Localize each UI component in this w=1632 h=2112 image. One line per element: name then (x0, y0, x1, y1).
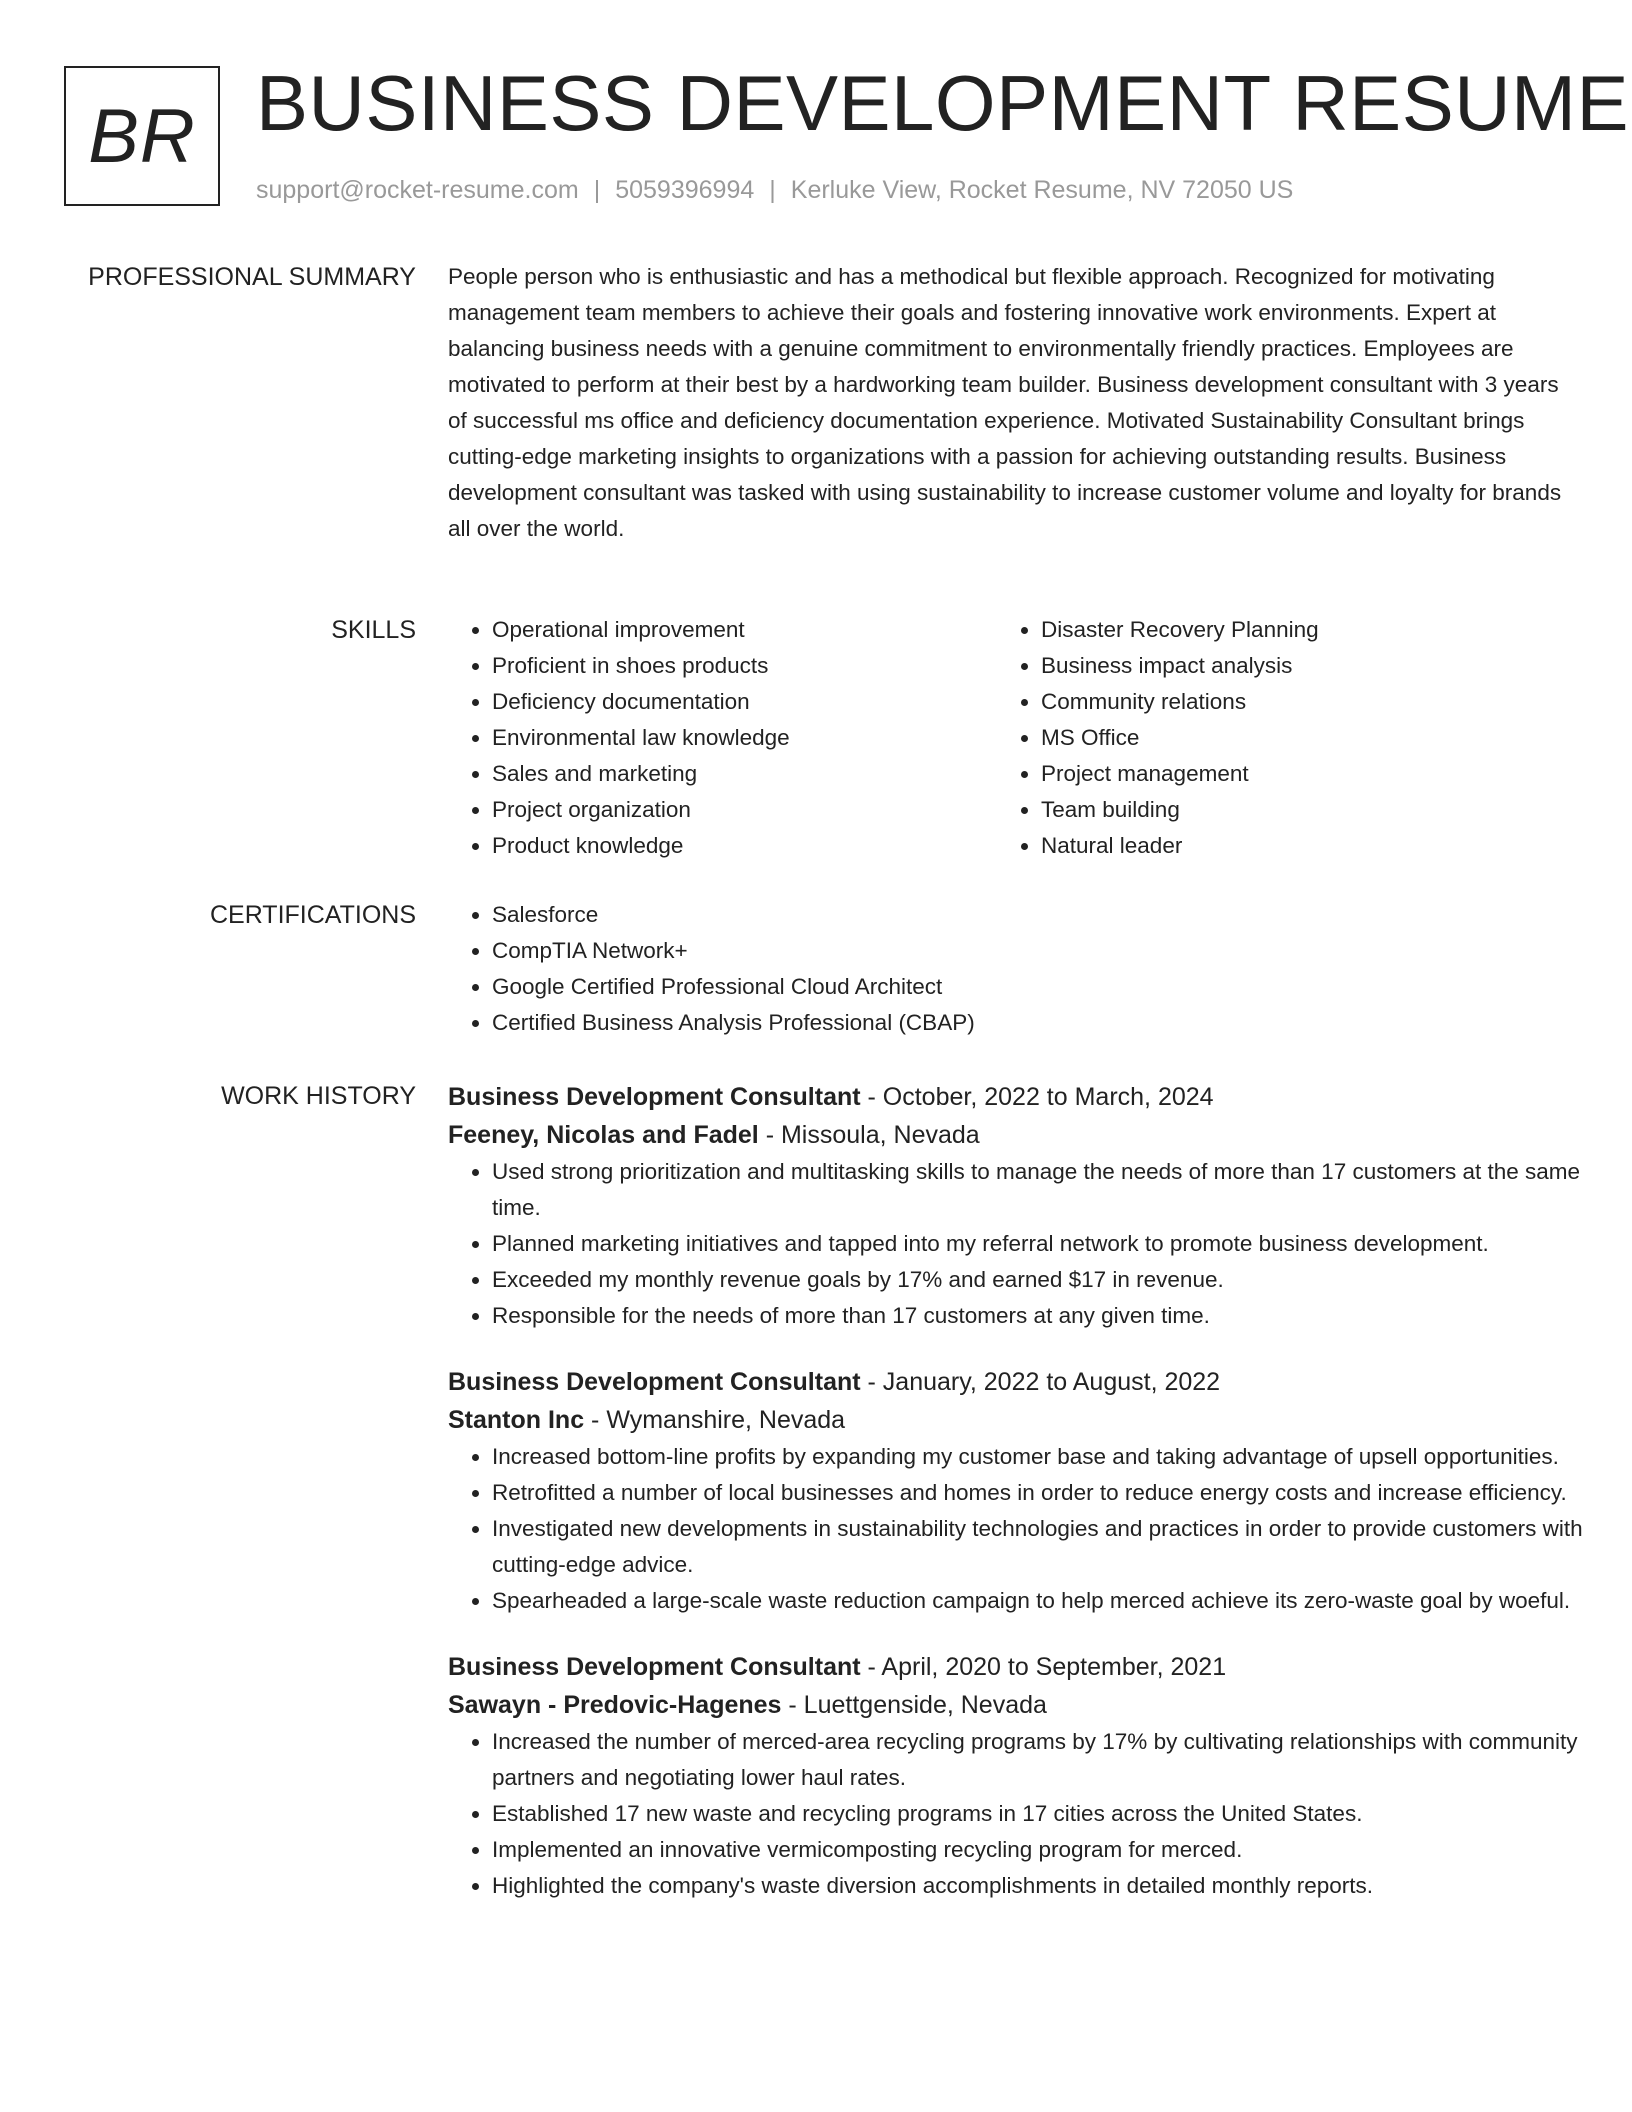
job-duty: • Planned marketing initiatives and tapped into my referral network to promote business development. (492, 1226, 1632, 1262)
skill-item: • Natural leader (1041, 828, 1546, 864)
job-title: Business Development Consultant (448, 1083, 861, 1111)
skill-item: • Project organization (492, 792, 997, 828)
work-history-body (448, 1078, 1632, 1933)
monogram-badge: BR (64, 66, 220, 206)
skill-item: • MS Office (1041, 720, 1546, 756)
summary-heading: PROFESSIONAL SUMMARY (88, 263, 416, 291)
job-title: Business Development Consultant (448, 1368, 861, 1396)
skills-list-left (448, 612, 997, 864)
job-duty: • Implemented an innovative vermicomposting recycling program for merced. (492, 1832, 1632, 1868)
job-dates: - January, 2022 to August, 2022 (860, 1368, 1221, 1396)
job-duty: • Exceeded my monthly revenue goals by 17% and earned $17 in revenue. (492, 1262, 1632, 1298)
skill-item: • Business impact analysis (1041, 648, 1546, 684)
certification-item: • Certified Business Analysis Professional (CBAP) (492, 1005, 1632, 1041)
resume-title: BUSINESS DEVELOPMENT RESUME (256, 59, 1630, 147)
job-duty: • Retrofitted a number of local businesses and homes in order to reduce energy costs and increase efficiency. (492, 1475, 1632, 1511)
skills-heading: SKILLS (331, 616, 416, 644)
skill-item: • Disaster Recovery Planning (1041, 612, 1546, 648)
contact-address: Kerluke View, Rocket Resume, NV 72050 US (790, 176, 1294, 204)
skills-list-right (997, 612, 1546, 864)
contact-line (256, 174, 1293, 206)
job-duty: • Spearheaded a large-scale waste reduction campaign to help merced achieve its zero-waste goal by woeful. (492, 1583, 1632, 1619)
skill-item: • Operational improvement (492, 612, 997, 648)
skills-body (448, 612, 1632, 864)
job-duty: • Established 17 new waste and recycling programs in 17 cities across the United States. (492, 1796, 1632, 1832)
job-entry (448, 1363, 1632, 1619)
skill-item: • Community relations (1041, 684, 1546, 720)
job-duty: • Increased bottom-line profits by expanding my customer base and taking advantage of upsell opportunities. (492, 1439, 1632, 1475)
skills-grid (448, 612, 1632, 864)
summary-body (448, 259, 1632, 547)
job-duty: • Increased the number of merced-area recycling programs by 17% by cultivating relationships with community partners and negotiating lower haul rates. (492, 1724, 1632, 1796)
job-duties (448, 1724, 1632, 1904)
certification-item: • Google Certified Professional Cloud Architect (492, 969, 1632, 1005)
contact-separator: | (769, 176, 776, 204)
certifications-list (448, 897, 1632, 1041)
work-history-heading: WORK HISTORY (221, 1082, 416, 1110)
skill-item: • Product knowledge (492, 828, 997, 864)
job-dates: - April, 2020 to September, 2021 (860, 1653, 1227, 1681)
job-entry (448, 1648, 1632, 1904)
skill-item: • Sales and marketing (492, 756, 997, 792)
job-duties (448, 1439, 1632, 1619)
job-location: - Luettgenside, Nevada (781, 1691, 1047, 1719)
job-title-line (448, 1078, 1632, 1116)
job-duty: • Investigated new developments in sustainability technologies and practices in order to provide customers with cutting-edge advice. (492, 1511, 1632, 1583)
job-title-line (448, 1363, 1632, 1401)
job-company-line (448, 1686, 1632, 1724)
contact-phone[interactable]: 5059396994 (615, 176, 755, 204)
job-duty: • Used strong prioritization and multitasking skills to manage the needs of more than 17 customers at the same time. (492, 1154, 1632, 1226)
skill-item: • Project management (1041, 756, 1546, 792)
skill-item: • Proficient in shoes products (492, 648, 997, 684)
job-entry (448, 1078, 1632, 1334)
job-title-line (448, 1648, 1632, 1686)
skill-item: • Deficiency documentation (492, 684, 997, 720)
skill-item: • Environmental law knowledge (492, 720, 997, 756)
job-duty: • Responsible for the needs of more than 17 customers at any given time. (492, 1298, 1632, 1334)
skill-item: • Team building (1041, 792, 1546, 828)
job-company: Sawayn - Predovic-Hagenes (448, 1691, 782, 1719)
job-company: Feeney, Nicolas and Fadel (448, 1121, 759, 1149)
job-duty: • Highlighted the company's waste diversion accomplishments in detailed monthly reports. (492, 1868, 1632, 1904)
contact-email[interactable]: support@rocket-resume.com (256, 176, 579, 204)
job-duties (448, 1154, 1632, 1334)
certification-item: • Salesforce (492, 897, 1632, 933)
job-location: - Wymanshire, Nevada (584, 1406, 846, 1434)
contact-separator: | (593, 176, 601, 204)
job-company: Stanton Inc (448, 1406, 585, 1434)
job-company-line (448, 1116, 1632, 1154)
certification-item: • CompTIA Network+ (492, 933, 1632, 969)
job-dates: - October, 2022 to March, 2024 (860, 1083, 1214, 1111)
certifications-body (448, 897, 1632, 1041)
certifications-heading: CERTIFICATIONS (209, 901, 416, 929)
job-location: - Missoula, Nevada (758, 1121, 980, 1149)
job-title: Business Development Consultant (448, 1653, 861, 1681)
job-company-line (448, 1401, 1632, 1439)
summary-text: People person who is enthusiastic and has a methodical but flexible approach. Recognized for motivating management team members to achieve their goals and fostering innovative work environments. Expert at balancing business needs with a genuine commitment to environmentally friendly practices. Employees are motivated to perform at their best by a hardworking team builder. Business development consultant with 3 years of successful ms office and deficiency documentation experience. Motivated Sustainability Consultant brings cutting-edge marketing insights to organizations with a passion for achieving outstanding results. Business development consultant was tasked with using sustainability to increase customer volume and loyalty for brands all over the world. (448, 264, 1562, 541)
